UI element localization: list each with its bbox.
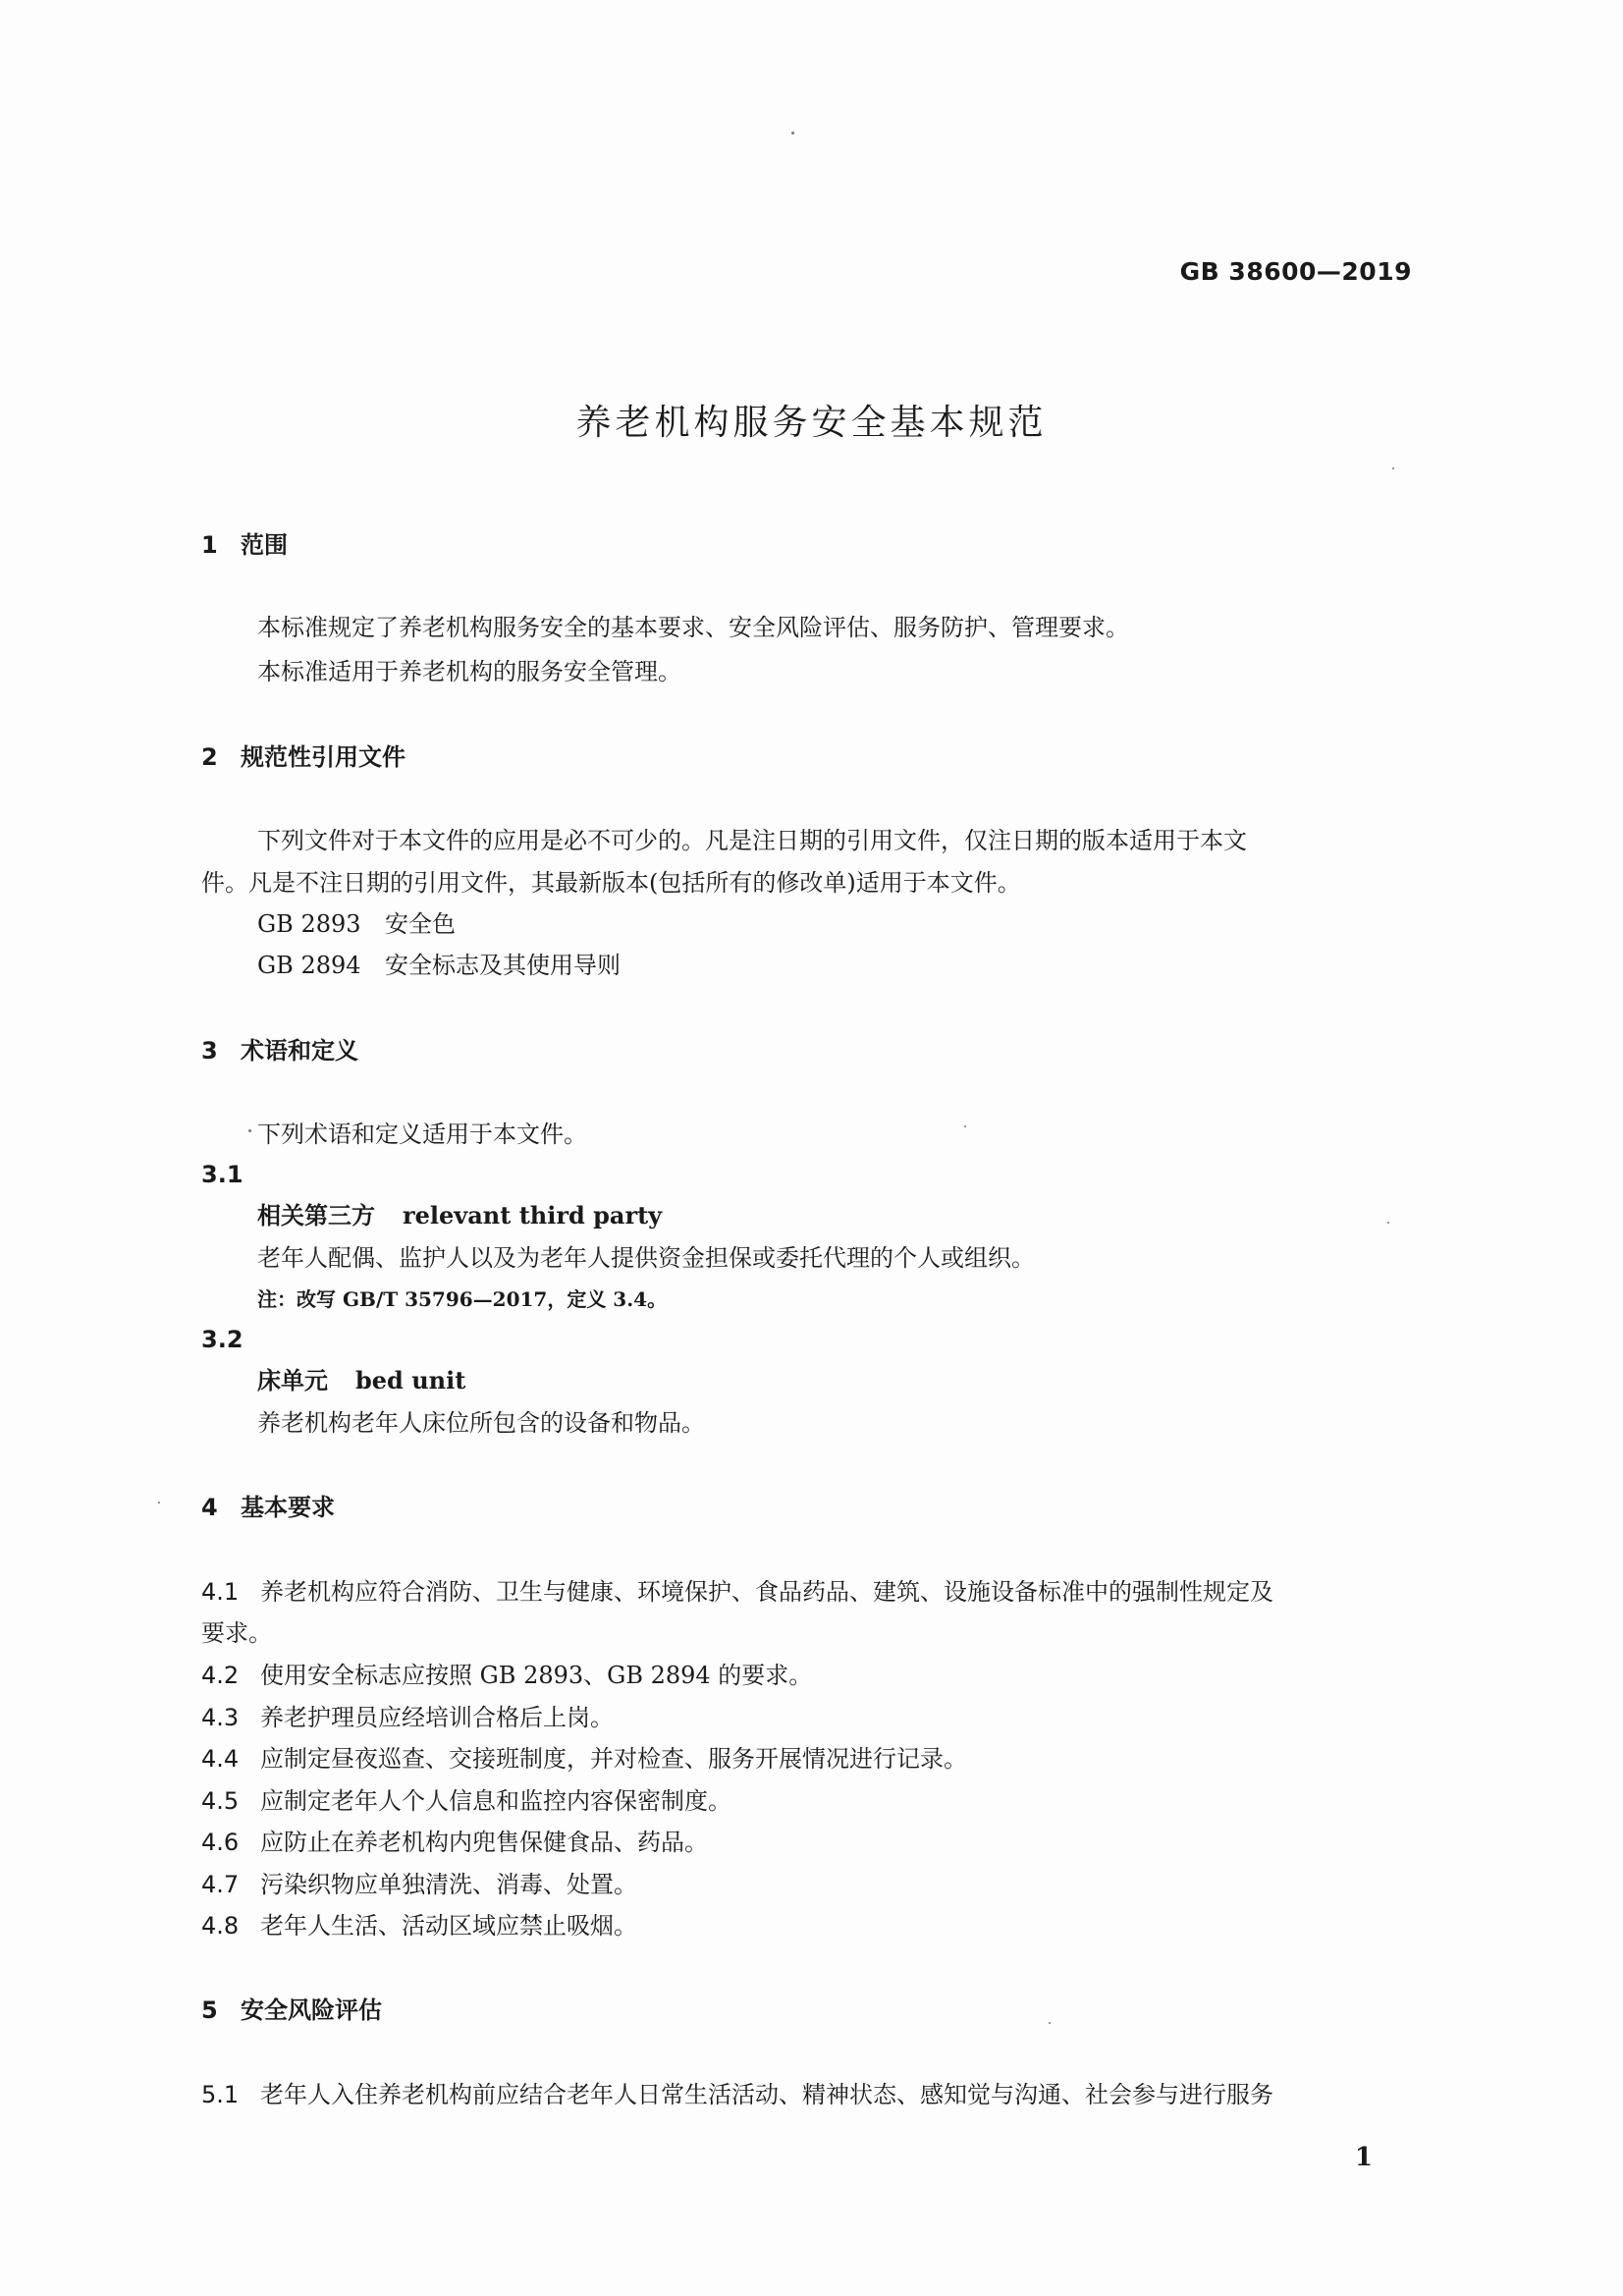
term-note: 注：改写 GB/T 35796—2017，定义 3.4。 [257,1287,668,1311]
clause-text: 老年人入住养老机构前应结合老年人日常生活活动、精神状态、感知觉与沟通、社会参与进行服务 [260,2081,1273,2108]
clause-item [201,1787,731,1816]
scan-speck [1049,2022,1051,2024]
section-3-intro: 下列术语和定义适用于本文件。 [257,1121,587,1148]
reference-name: 安全标志及其使用导则 [385,952,621,979]
clause-item [201,1871,637,1899]
term-chinese: 床单元 [257,1366,328,1394]
clause-item [201,1745,967,1774]
scan-speck [791,132,794,135]
reference-item [257,910,456,939]
term-definition: 养老机构老年人床位所包含的设备和物品。 [257,1409,705,1437]
clause-text: 使用安全标志应按照 GB 2893、GB 2894 的要求。 [260,1662,813,1689]
term-chinese: 相关第三方 [257,1201,375,1230]
term-number: 3.2 [201,1326,243,1353]
clause-number: 4.1 [201,1578,240,1606]
reference-name: 安全色 [385,910,456,938]
section-4-heading [201,1494,335,1522]
clause-number: 4.7 [201,1871,240,1898]
section-title: 基本要求 [241,1494,335,1521]
clause-number: 4.8 [201,1912,240,1940]
section-number: 4 [201,1494,218,1521]
term-entry [257,1367,465,1395]
scan-speck [1392,467,1394,469]
term-number: 3.1 [201,1161,243,1188]
clause-item [201,1662,812,1690]
clause-text: 污染织物应单独清洗、消毒、处置。 [260,1871,637,1898]
reference-code: GB 2894 [257,952,361,979]
clause-text: 应防止在养老机构内兜售保健食品、药品。 [260,1829,708,1856]
section-1-paragraph-2: 本标准适用于养老机构的服务安全管理。 [257,658,681,685]
section-number: 1 [201,531,218,559]
clause-number: 4.5 [201,1787,240,1815]
term-english: relevant third party [403,1201,663,1230]
section-number: 3 [201,1037,218,1065]
clause-number: 4.6 [201,1829,240,1856]
clause-number: 4.2 [201,1662,240,1689]
standard-code: GB 38600—2019 [1179,257,1412,286]
term-entry [257,1202,662,1230]
section-2-paragraph-line-2: 件。凡是不注日期的引用文件，其最新版本(包括所有的修改单)适用于本文件。 [201,869,1021,897]
document-title: 养老机构服务安全基本规范 [575,403,1048,443]
clause-item [201,1578,1273,1607]
scan-speck [964,1125,966,1127]
scan-speck [1387,1222,1389,1224]
section-number: 5 [201,1996,218,2024]
clause-item [201,1829,708,1857]
clause-text: 应制定老年人个人信息和监控内容保密制度。 [260,1787,731,1815]
clause-text: 养老护理员应经培训合格后上岗。 [260,1704,614,1731]
term-definition: 老年人配偶、监护人以及为老年人提供资金担保或委托代理的个人或组织。 [257,1244,1035,1272]
section-title: 安全风险评估 [241,1996,382,2024]
scan-speck [158,1502,160,1503]
section-2-heading [201,743,406,772]
clause-text: 老年人生活、活动区域应禁止吸烟。 [260,1912,637,1940]
page-number: 1 [1354,2143,1373,2172]
clause-item [201,1912,637,1941]
section-title: 范围 [241,531,288,559]
reference-code: GB 2893 [257,910,361,938]
clause-text: 应制定昼夜巡查、交接班制度，并对检查、服务开展情况进行记录。 [260,1745,967,1773]
clause-text: 养老机构应符合消防、卫生与健康、环境保护、食品药品、建筑、设施设备标准中的强制性规定及 [260,1578,1273,1606]
section-1-paragraph-1: 本标准规定了养老机构服务安全的基本要求、安全风险评估、服务防护、管理要求。 [257,614,1129,641]
section-5-heading [201,1996,382,2025]
section-number: 2 [201,743,218,771]
section-title: 术语和定义 [241,1037,358,1065]
clause-number: 5.1 [201,2081,240,2108]
term-english: bed unit [355,1366,466,1394]
section-1-heading [201,531,288,560]
clause-item [201,2081,1273,2109]
reference-item [257,952,621,980]
scan-speck [248,1129,251,1132]
section-2-paragraph-line-1: 下列文件对于本文件的应用是必不可少的。凡是注日期的引用文件，仅注日期的版本适用于本文 [257,827,1247,854]
clause-continuation: 要求。 [201,1619,272,1647]
clause-number: 4.4 [201,1745,240,1773]
clause-item [201,1704,614,1732]
clause-number: 4.3 [201,1704,240,1731]
section-3-heading [201,1037,358,1066]
section-title: 规范性引用文件 [241,743,406,771]
